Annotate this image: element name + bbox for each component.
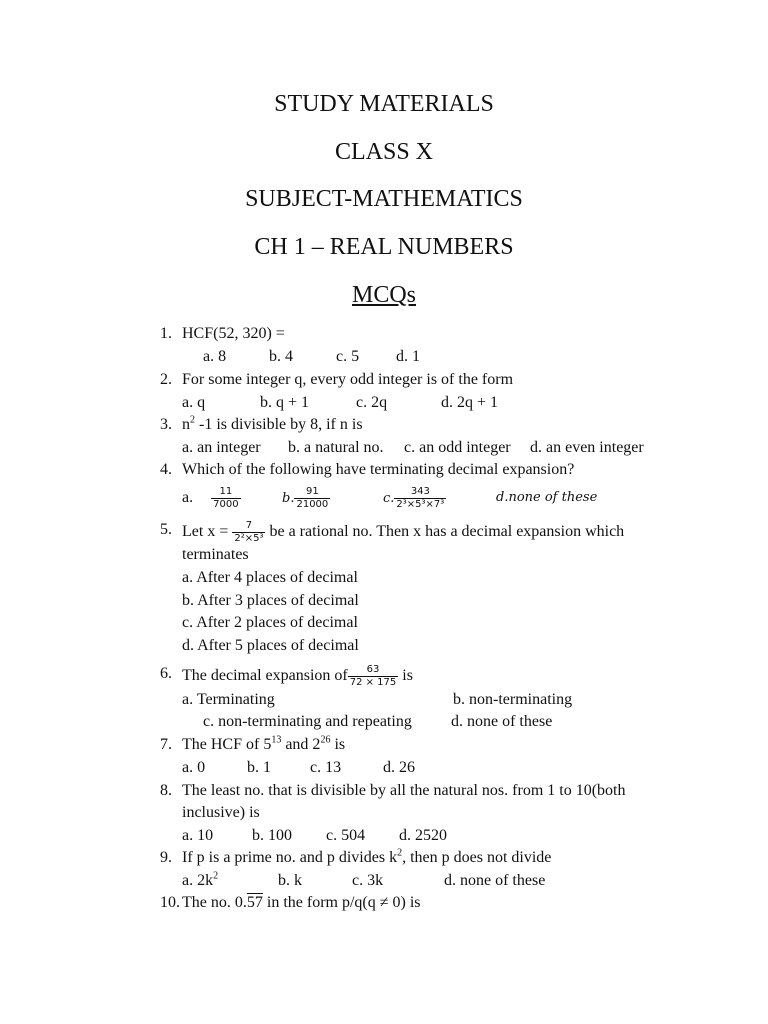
question-text: If p is a prime no. and p divides $k^2$, then p does not divide [182,847,552,866]
option-b: b. a natural no. [288,439,384,456]
question-text: Let x = $\frac{7}{\text{2²×5³}}$ be a rational no. Then x has a decimal expansion which [182,520,625,544]
repeating-digits: 57 [246,894,263,911]
option-c: c. an odd integer [404,439,511,456]
option-c: c. non-terminating and repeating [203,713,412,730]
question-number: 5. [160,521,172,538]
option-b: b. After 3 places of decimal [182,592,359,609]
option-d: d.none of these [496,490,598,505]
option-c: c. $\frac{343}{\text{2³×5³×7³}}$ [383,486,445,510]
question-text: The least no. that is divisible by all the natural nos. from 1 to 10(both [182,782,626,799]
option-b: b. q + 1 [260,394,310,411]
question-number: 3. [160,416,172,433]
question-number: 4. [160,461,172,478]
question-number: 9. [160,849,172,866]
option-a: a. 10 [182,827,214,844]
option-b: b. k [278,872,302,889]
option-a: a. q [182,394,206,411]
doc-title: STUDY MATERIALS [274,91,494,117]
question-text: Which of the following have terminating decimal expansion? [182,461,575,478]
option-a: a. 0 [182,759,206,776]
option-a: a. 8 [203,348,227,365]
option-d: d. none of these [451,713,553,730]
question-text: The decimal expansion of $\frac{63}{72 \times 175}$ is [182,664,413,688]
subject-heading: SUBJECT-MATHEMATICS [245,186,523,212]
option-a: a. After 4 places of decimal [182,569,358,586]
question-text: $n^2$ -1 is divisible by 8, if n is [182,414,363,433]
question-number: 10. [160,894,180,911]
option-d: d. 2520 [399,827,447,844]
option-d: d. After 5 places of decimal [182,637,359,654]
option-d: d. an even integer [530,439,644,456]
question-text: The no. 0.57 in the form p/q(q ≠ 0) is [182,894,421,911]
question-text: For some integer q, every odd integer is of the form [182,371,514,388]
option-a: a. $2k^2$ [182,870,219,889]
option-b: b. non-terminating [453,691,573,708]
class-heading: CLASS X [334,139,434,165]
option-c: c. 3k [352,872,384,889]
option-d: d. 2q + 1 [441,394,499,411]
question-number: 6. [160,665,172,682]
question-text: The HCF of $5^{13}$ and $2^{26}$ is [182,734,346,753]
question-number: 7. [160,736,172,753]
option-b: b. $\frac{91}{21000}$ [282,486,329,510]
option-a: a. an integer [182,439,261,456]
option-c: c. 2q [356,394,388,411]
question-text: HCF(52, 320) = [182,325,285,342]
question-number: 2. [160,371,172,388]
option-c: c. 5 [336,348,360,365]
option-d: d. none of these [444,872,546,889]
option-c: c. After 2 places of decimal [182,614,358,631]
question-number: 8. [160,782,172,799]
option-d: d. 26 [383,759,415,776]
option-d: d. 1 [396,348,420,365]
option-b: b. 1 [247,759,271,776]
option-b: b. 100 [252,827,292,844]
mcqs-heading: MCQs [351,282,417,308]
question-number: 1. [160,325,172,342]
question-text-continued: inclusive) is [182,804,260,821]
option-c: c. 13 [310,759,342,776]
option-a: a. $\frac{11}{7000}$ [182,486,239,510]
option-a: a. Terminating [182,691,275,708]
option-b: b. 4 [269,348,293,365]
chapter-heading: CH 1 – REAL NUMBERS [254,234,514,260]
question-text-continued: terminates [182,546,249,563]
option-c: c. 504 [326,827,366,844]
